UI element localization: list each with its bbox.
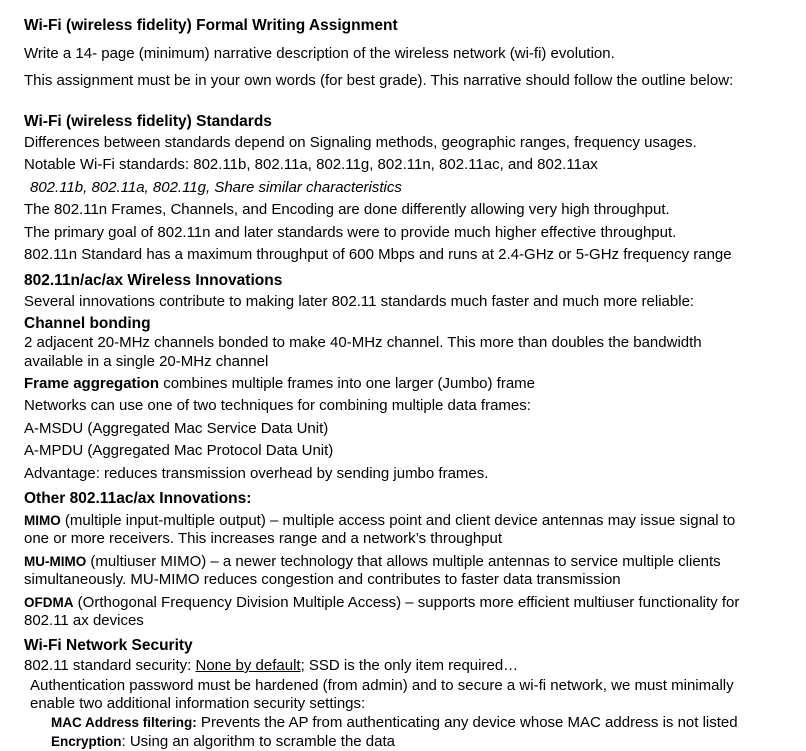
mac-filtering-text: Prevents the AP from authenticating any device whose MAC address is not listed xyxy=(196,714,738,731)
standards-line: 802.11n Standard has a maximum throughput of 600 Mbps and runs at 2.4-GHz or 5-GHz frequency range xyxy=(24,246,732,263)
mac-filtering-line xyxy=(51,714,738,732)
other-innovations-heading: Other 802.11ac/ax Innovations: xyxy=(24,490,252,507)
intro-line-2: This assignment must be in your own words (for best grade). This narrative should follow the outline below: xyxy=(24,72,734,89)
mumimo-text: (multiuser MIMO) – a newer technology that allows multiple antennas to service multiple clients xyxy=(86,553,721,570)
security-line-1 xyxy=(24,657,518,675)
ofdma-line-1 xyxy=(24,594,739,612)
channel-bonding-line: available in a single 20-MHz channel xyxy=(24,353,269,370)
frame-aggregation-line xyxy=(24,375,535,393)
security-line-1-pre: 802.11 standard security: xyxy=(24,657,196,674)
mimo-text: (multiple input-multiple output) – multiple access point and client device antennas may issue signal to xyxy=(60,512,736,529)
standards-heading: Wi-Fi (wireless fidelity) Standards xyxy=(24,113,272,130)
ofdma-term: OFDMA xyxy=(24,595,74,610)
encryption-line xyxy=(51,733,395,751)
security-heading: Wi-Fi Network Security xyxy=(24,637,193,654)
auth-line-1: Authentication password must be hardened (from admin) and to secure a wi-fi network, we must minimally xyxy=(30,677,734,694)
innovations-line: Networks can use one of two techniques for combining multiple data frames: xyxy=(24,397,531,414)
channel-bonding-heading: Channel bonding xyxy=(24,315,151,332)
mac-filtering-term: MAC Address filtering: xyxy=(51,715,197,730)
innovations-line: A-MSDU (Aggregated Mac Service Data Unit) xyxy=(24,420,329,437)
encryption-term: Encryption xyxy=(51,734,122,749)
standards-line: Differences between standards depend on Signaling methods, geographic ranges, frequency usages. xyxy=(24,134,697,151)
mumimo-line-2: simultaneously. MU-MIMO reduces congestion and contributes to faster data transmission xyxy=(24,571,621,588)
document-title: Wi-Fi (wireless fidelity) Formal Writing Assignment xyxy=(24,17,398,34)
frame-aggregation-text: combines multiple frames into one larger (Jumbo) frame xyxy=(159,375,536,392)
mimo-term: MIMO xyxy=(24,513,61,528)
standards-italic-note: 802.11b, 802.11a, 802.11g, Share similar characteristics xyxy=(30,179,402,196)
innovations-heading: 802.11n/ac/ax Wireless Innovations xyxy=(24,272,283,289)
channel-bonding-line: 2 adjacent 20-MHz channels bonded to make 40-MHz channel. This more than doubles the bandwidth xyxy=(24,334,702,351)
standards-line: The primary goal of 802.11n and later standards were to provide much higher effective throughput. xyxy=(24,224,677,241)
security-none-by-default: None by default xyxy=(195,657,301,674)
encryption-text: : Using an algorithm to scramble the data xyxy=(121,733,395,750)
ofdma-text: (Orthogonal Frequency Division Multiple Access) – supports more efficient multiuser functionality for xyxy=(73,594,740,611)
mumimo-term: MU-MIMO xyxy=(24,554,87,569)
mimo-line-2: one or more receivers. This increases range and a network’s throughput xyxy=(24,530,503,547)
mimo-line-1 xyxy=(24,512,735,530)
innovations-line: A-MPDU (Aggregated Mac Protocol Data Unit) xyxy=(24,442,334,459)
frame-aggregation-term: Frame aggregation xyxy=(24,375,160,392)
security-line-1-post: ; SSD is the only item required… xyxy=(300,657,519,674)
standards-line: The 802.11n Frames, Channels, and Encoding are done differently allowing very high throughput. xyxy=(24,201,670,218)
intro-line-1: Write a 14- page (minimum) narrative description of the wireless network (wi-fi) evolution. xyxy=(24,45,615,62)
mumimo-line-1 xyxy=(24,553,721,571)
innovations-line: Advantage: reduces transmission overhead by sending jumbo frames. xyxy=(24,465,489,482)
innovations-intro: Several innovations contribute to making later 802.11 standards much faster and much more reliable: xyxy=(24,293,695,310)
standards-line: Notable Wi-Fi standards: 802.11b, 802.11a, 802.11g, 802.11n, 802.11ac, and 802.11ax xyxy=(24,156,598,173)
ofdma-line-2: 802.11 ax devices xyxy=(24,612,144,629)
auth-line-2: enable two additional information security settings: xyxy=(30,695,366,712)
